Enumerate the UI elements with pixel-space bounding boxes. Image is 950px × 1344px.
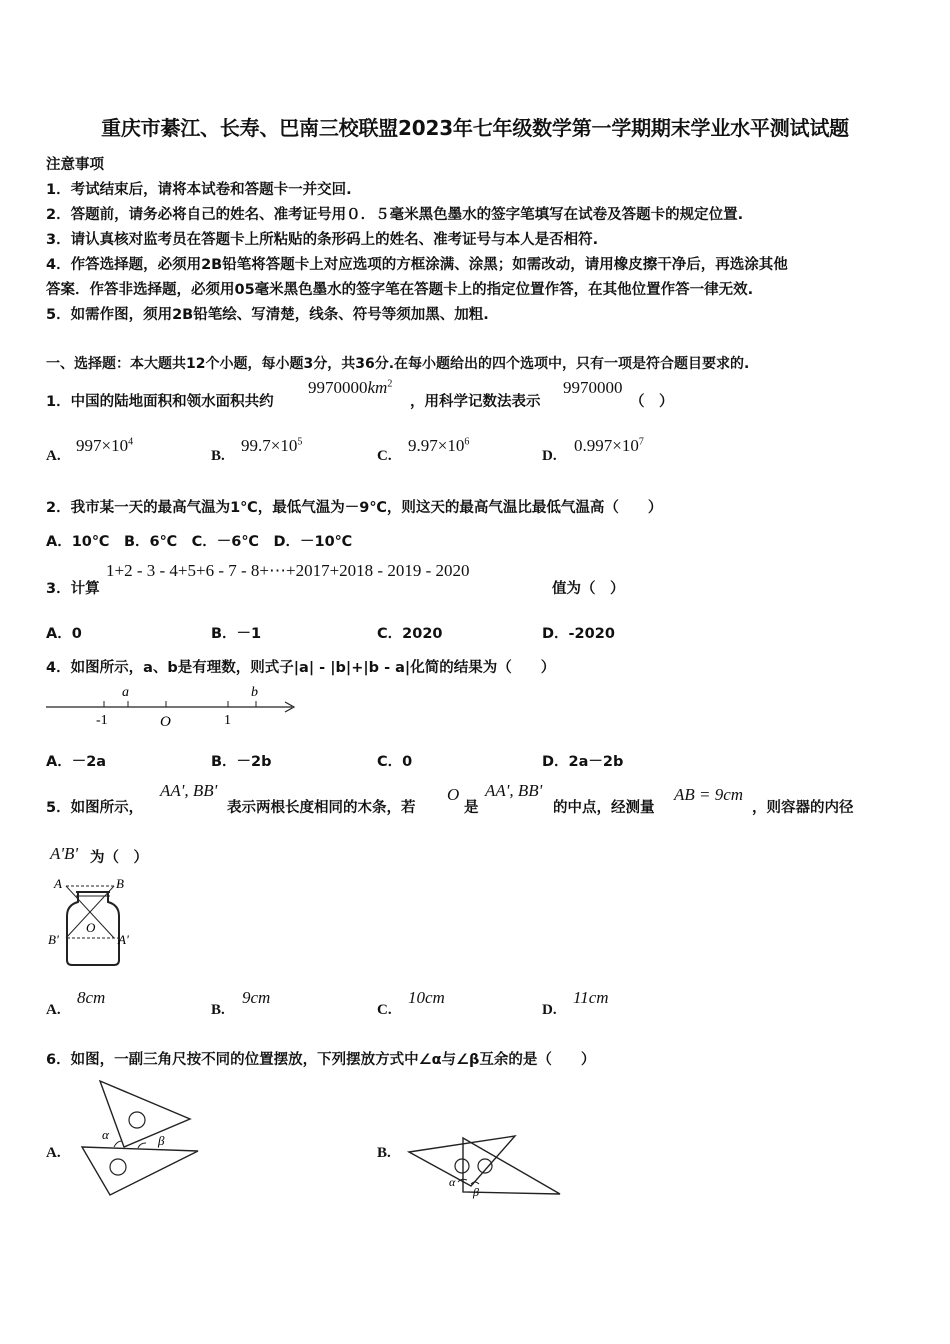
q2-options: A．10℃ B．6℃ C．－6℃ D．－10℃ [46,534,353,550]
angle-beta-label: β [158,1133,165,1148]
axis-label-b: b [251,685,258,700]
q5-option-a: 8cm [77,988,106,1007]
q5-option-c: 10cm [408,988,445,1007]
q6-option-b-label: B. [377,1145,391,1161]
notice-item-1: 1．考试结束后，请将本试卷和答题卡一并交回. [46,182,352,198]
q1-option-b: $99.7\times 10^5$ [241,436,303,455]
q5-option-b: 9cm [242,988,271,1007]
q5-stem-c: 是 [464,800,479,816]
q3-option-d: D．-2020 [542,626,615,642]
q1-option-a-label: A. [46,448,61,464]
q3-stem-a: 3．计算 [46,581,100,597]
q4-number-line [42,680,302,730]
q5-option-c-label: C. [377,1002,392,1018]
q6-option-a-figure [80,1075,200,1200]
fig-label-o: O [86,920,96,935]
axis-label-neg1: -1 [96,713,108,728]
q4-option-a: A．－2a [46,754,107,770]
q5-math-4: AB = 9cm [674,785,744,804]
fig-label-b: B [116,876,124,891]
q1-option-c: $9.97\times 10^6$ [408,436,470,455]
q4-option-c: C．0 [377,754,413,770]
q5-option-b-label: B. [211,1002,225,1018]
angle-alpha-label: α [102,1127,109,1142]
q5-option-d-label: D. [542,1002,557,1018]
q5-math-1: AA', BB' [160,781,218,800]
axis-label-a: a [122,685,129,700]
angle-beta-label-b: β [473,1185,479,1199]
q3-option-b: B．－1 [211,626,262,642]
q6-option-b-figure [405,1130,565,1200]
q5-stem-f: 为（ ） [90,850,148,866]
q1-area-value: $9970000km^2$ [308,378,393,397]
q3-option-a: A．0 [46,626,82,642]
q4-stem: 4．如图所示，a、b是有理数，则式子|a| - |b|+|b - a|化简的结果为（ ） [46,660,556,676]
q5-math-3: AA', BB' [485,781,543,800]
q1-option-c-label: C. [377,448,392,464]
q1-stem-b: ，用科学记数法表示 [410,394,541,410]
q5-stem-e: ，则容器的内径 [752,800,854,816]
q1-paren: （ ） [630,394,674,410]
q1-option-d: $0.997\times 10^7$ [574,436,644,455]
notice-item-2: 2．答题前，请务必将自己的姓名、准考证号用０．５毫米黑色墨水的签字笔填写在试卷及答题卡的规定位置. [46,207,744,223]
q3-stem-b: 值为（ ） [552,581,625,597]
q1-option-d-label: D. [542,448,557,464]
angle-alpha-label-b: α [449,1175,456,1189]
page-title: 重庆市綦江、长寿、巴南三校联盟2023年七年级数学第一学期期末学业水平测试试题 [101,116,849,140]
q6-option-a-label: A. [46,1145,61,1161]
q1-option-b-label: B. [211,448,225,464]
q1-stem-a: 1．中国的陆地面积和领水面积共约 [46,394,274,410]
q1-option-a: $997\times 10^4$ [76,436,134,455]
q3-expression: 1+2 - 3 - 4+5+6 - 7 - 8+⋯+2017+2018 - 2019 - 2020 [106,561,470,580]
fig-label-b-prime: B' [48,932,59,947]
q4-option-d: D．2a－2b [542,754,624,770]
q5-container-figure [44,872,144,972]
q3-option-c: C．2020 [377,626,443,642]
notice-item-4: 4．作答选择题，必须用2B铅笔将答题卡上对应选项的方框涂满、涂黑；如需改动，请用橡皮擦干净后，再选涂其他 [46,257,788,273]
q5-math-5: A'B' [50,844,79,863]
notice-heading: 注意事项 [46,157,104,173]
notice-item-5: 5．如需作图，须用2B铅笔绘、写清楚，线条、符号等须加黑、加粗. [46,307,489,323]
q4-option-b: B．－2b [211,754,272,770]
notice-item-3: 3．请认真核对监考员在答题卡上所粘贴的条形码上的姓名、准考证号与本人是否相符. [46,232,599,248]
q5-option-d: 11cm [573,988,609,1007]
q1-number: 9970000 [563,378,623,397]
q2-stem: 2．我市某一天的最高气温为1℃，最低气温为－9℃，则这天的最高气温比最低气温高（ ） [46,500,663,516]
q5-math-2: O [447,785,460,804]
fig-label-a-prime: A' [118,932,129,947]
axis-label-1: 1 [224,713,231,728]
q5-option-a-label: A. [46,1002,61,1018]
q5-stem-b: 表示两根长度相同的木条，若 [227,800,416,816]
q5-stem-d: 的中点，经测量 [553,800,655,816]
notice-item-4-cont: 答案．作答非选择题，必须用05毫米黑色墨水的签字笔在答题卡上的指定位置作答，在其他位置作答一律无效. [46,282,754,298]
axis-label-origin: O [160,714,171,730]
section-heading: 一、选择题：本大题共12个小题，每小题3分，共36分.在每小题给出的四个选项中，只有一项是符合题目要求的. [46,356,750,372]
q5-stem-a: 5．如图所示， [46,800,144,816]
fig-label-a: A [54,876,62,891]
q6-stem: 6．如图，一副三角尺按不同的位置摆放，下列摆放方式中∠α与∠β互余的是（ ） [46,1052,596,1068]
